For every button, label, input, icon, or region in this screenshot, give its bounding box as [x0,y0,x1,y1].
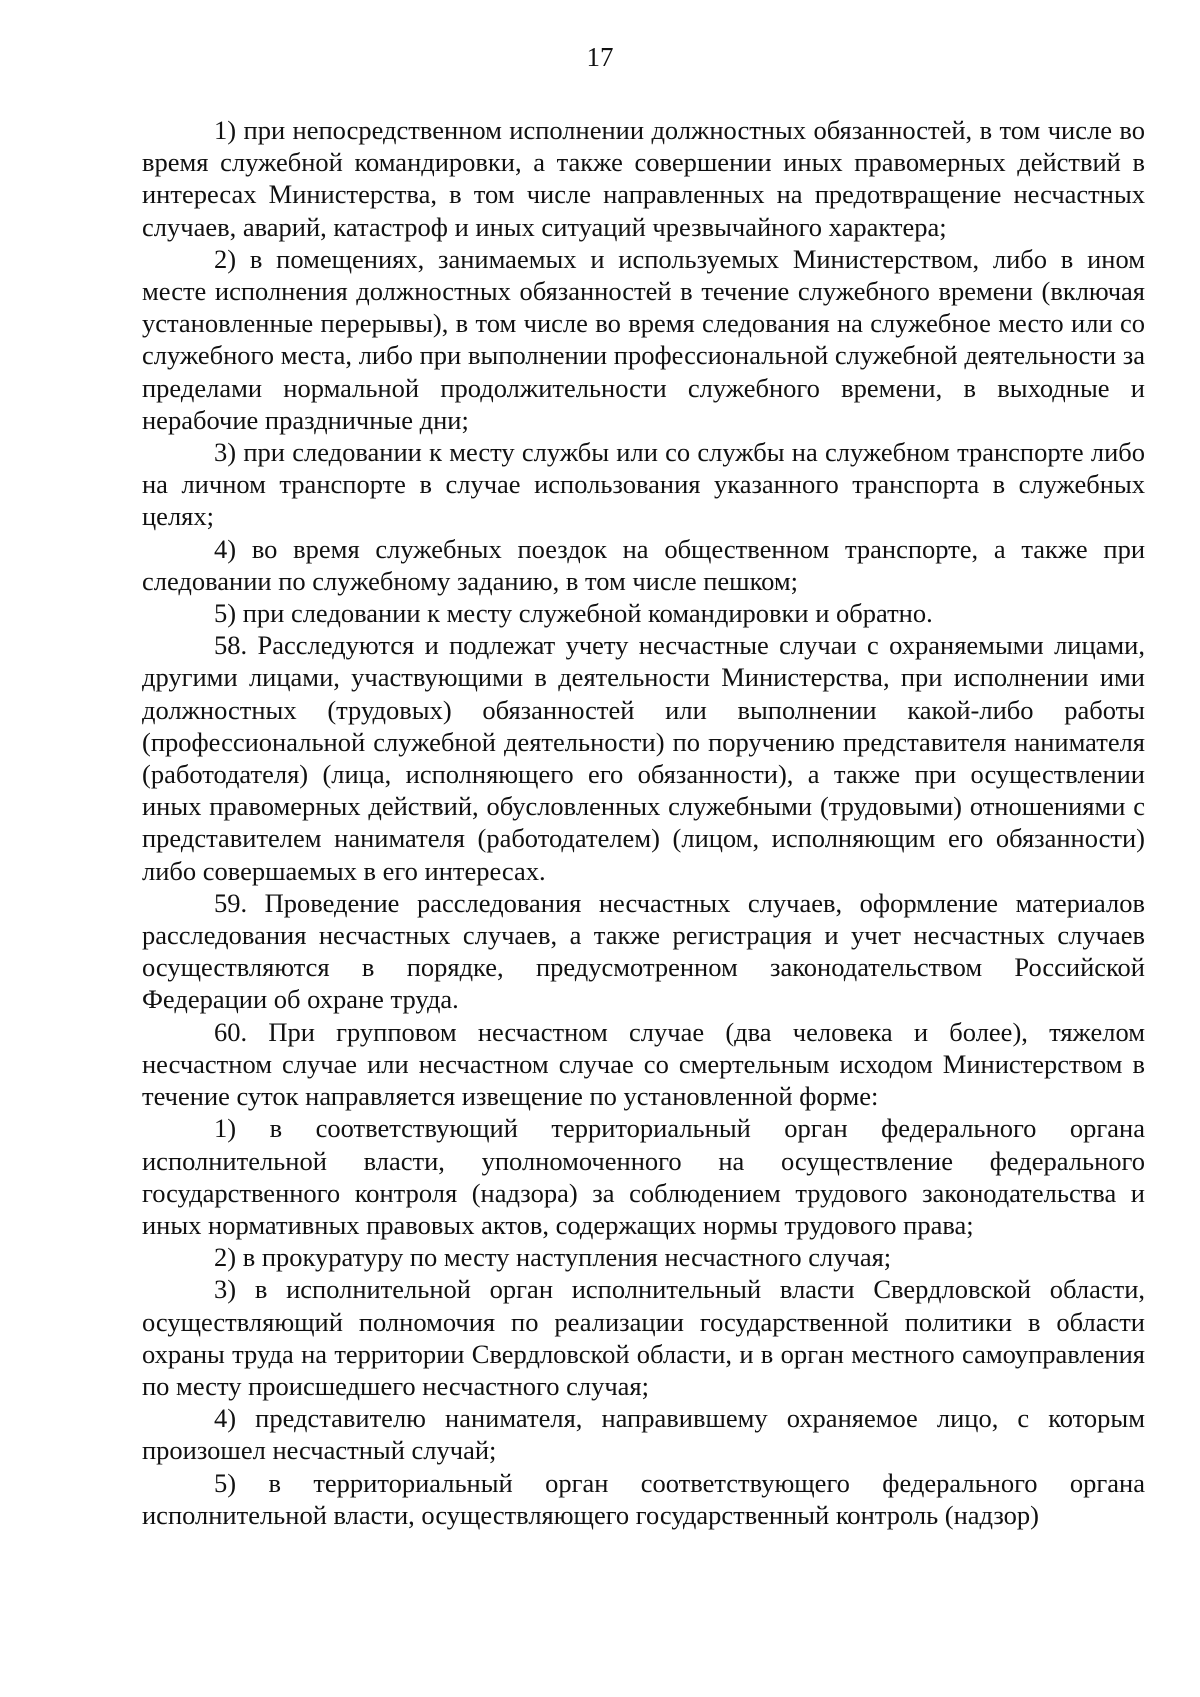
paragraph-section-59: 59. Проведение расследования несчастных случаев, оформление материалов расследования несчастных случаев, а также регистрация и учет несчастных случаев осуществляются в порядке, предусмотренном законодательством Российской Федерации об охране труда. [142,887,1145,1015]
paragraph-section-58: 58. Расследуются и подлежат учету несчастные случаи с охраняемыми лицами, другими лицами, участвующими в деятельности Министерства, при исполнении ими должностных (трудовых) обязанностей или выполнении какой-либо работы (профессиональной служебной деятельности) по поручению представителя нанимателя (работодателя) (лица, исполняющего его обязанности), а также при осуществлении иных правомерных действий, обусловленных служебными (трудовыми) отношениями с представителем нанимателя (работодателем) (лицом, исполняющим его обязанности) либо совершаемых в его интересах. [142,630,1145,886]
paragraph-notice-2: 2) в прокуратуру по месту наступления несчастного случая; [214,1242,892,1273]
document-body [142,114,1145,1531]
paragraph-section-60: 60. При групповом несчастном случае (два человека и более), тяжелом несчастном случае или несчастном случае со смертельным исходом Министерством в течение суток направляется извещение по установленной форме: [142,1016,1145,1112]
paragraph-item-4: 4) во время служебных поездок на общественном транспорте, а также при следовании по служебному заданию, в том числе пешком; [142,533,1145,596]
paragraph-item-3: 3) при следовании к месту службы или со службы на служебном транспорте либо на личном транспорте в случае использования указанного транспорта в служебных целях; [142,437,1145,532]
paragraph-notice-5: 5) в территориальный орган соответствующего федерального органа исполнительной власти, осуществляющего государственный контроль (надзор) [142,1467,1145,1530]
paragraph-notice-3: 3) в исполнительной орган исполнительный власти Свердловской области, осуществляющий полномочия по реализации государственной политики в области охраны труда на территории Свердловской области, и в орган местного самоуправления по месту происшедшего несчастного случая; [142,1274,1145,1401]
paragraph-item-2: 2) в помещениях, занимаемых и используемых Министерством, либо в ином месте исполнения должностных обязанностей в течение служебного времени (включая установленные перерывы), в том числе во время следования на служебное место или со служебного места, либо при выполнении профессиональной служебной деятельности за пределами нормальной продолжительности служебного времени, в выходные и нерабочие праздничные дни; [142,243,1145,435]
paragraph-notice-1: 1) в соответствующий территориальный орган федерального органа исполнительной власти, уполномоченного на осуществление федерального государственного контроля (надзора) за соблюдением трудового законодательства и иных нормативных правовых актов, содержащих нормы трудового права; [142,1113,1145,1240]
paragraph-notice-4: 4) представителю нанимателя, направившему охраняемое лицо, с которым произошел несчастный случай; [142,1403,1145,1466]
paragraph-item-1: 1) при непосредственном исполнении должностных обязанностей, в том числе во время служебной командировки, а также совершении иных правомерных действий в интересах Министерства, в том числе направленных на предотвращение несчастных случаев, аварий, катастроф и иных ситуаций чрезвычайного характера; [142,115,1145,242]
paragraph-item-5: 5) при следовании к месту служебной командировки и обратно. [214,598,933,629]
page-number: 17 [586,42,614,72]
